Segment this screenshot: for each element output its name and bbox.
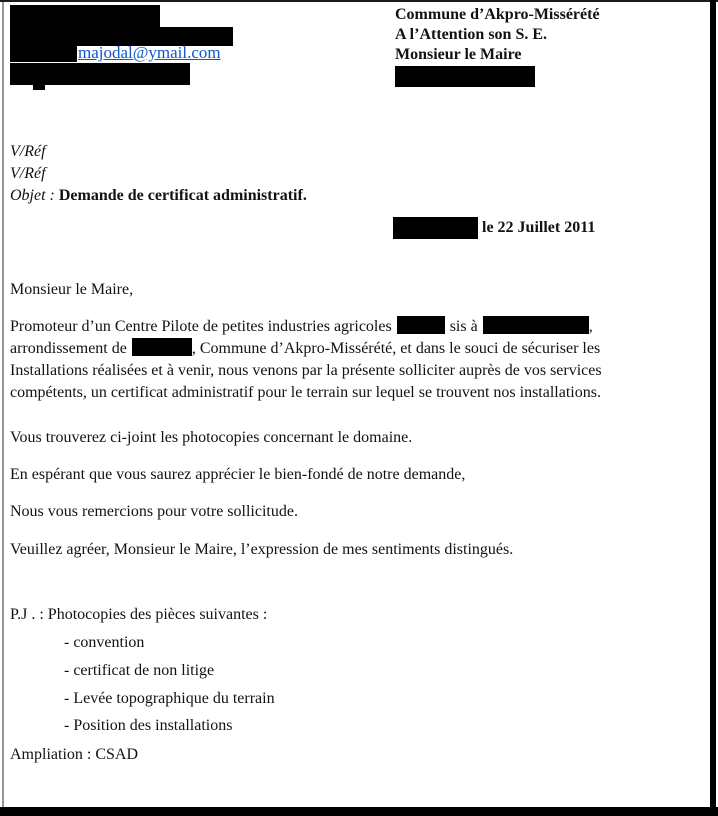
page-border-right [710,0,716,816]
redaction-arrondissement [132,338,192,356]
redaction-sender-line1 [10,5,160,28]
vref-line-2: V/Réf [10,165,46,182]
references-block [10,141,307,207]
redaction-recipient-line [395,66,535,87]
paragraph-politesse: Veuillez agréer, Monsieur le Maire, l’expression de mes sentiments distingués. [10,541,514,558]
p1-l1-text-c: , [588,318,593,335]
p1-l2-text-b: , Commune d’Akpro-Missérété, et dans le souci de sécuriser les [191,340,601,357]
paragraph-photocopies: Vous trouverez ci-joint les photocopies concernant le domaine. [10,429,413,446]
paragraph-remerciements: Nous vous remercions pour votre sollicitude. [10,503,298,520]
paragraph-request-line1 [10,316,702,338]
paragraph-request-line4: compétents, un certificat administratif pour le terrain sur lequel se trouvent nos installations. [10,384,601,401]
objet-value: Demande de certificat administratif. [58,187,307,204]
pj-header: P.J . : Photocopies des pièces suivantes : [10,606,268,623]
redaction-location [483,316,589,334]
salutation: Monsieur le Maire, [10,281,134,298]
page-border-left [2,2,4,808]
redaction-place [393,217,478,239]
paragraph-request [10,316,702,404]
pj-item-position: - Position des installations [64,717,233,734]
redaction-sender-line3 [10,45,77,62]
recipient-block [395,5,600,65]
p1-l2-text-a: arrondissement de [10,340,127,357]
objet-label: Objet : [10,187,55,204]
page-border-bottom [0,807,718,816]
recipient-maire: Monsieur le Maire [395,46,522,63]
p1-l1-text-b: sis à [449,318,478,335]
pj-item-convention: - convention [64,634,145,651]
paragraph-esperant: En espérant que vous saurez apprécier le bien-fondé de notre demande, [10,466,466,483]
redaction-centre-name [397,316,445,334]
paragraph-request-line3: Installations réalisées et à venir, nous venons par la présente solliciter auprès de vos services [10,362,602,379]
objet-line [10,185,307,207]
vref-line-1: V/Réf [10,143,46,160]
p1-l1-text-a: Promoteur d’un Centre Pilote de petites industries agricoles [10,318,392,335]
ampliation-line: Ampliation : CSAD [10,746,139,763]
redaction-sender-line4 [10,63,190,85]
pj-item-certificat: - certificat de non litige [64,662,215,679]
paragraph-request-line2 [10,338,702,360]
page-border-top [0,0,718,2]
recipient-commune: Commune d’Akpro-Missérété [395,6,600,23]
date-text: le 22 Juillet 2011 [482,219,596,236]
recipient-attention: A l’Attention son S. E. [395,26,548,43]
redaction-mark [33,84,45,90]
pj-item-levee: - Levée topographique du terrain [64,690,275,707]
sender-email-link[interactable]: majodal@ymail.com [78,43,221,62]
